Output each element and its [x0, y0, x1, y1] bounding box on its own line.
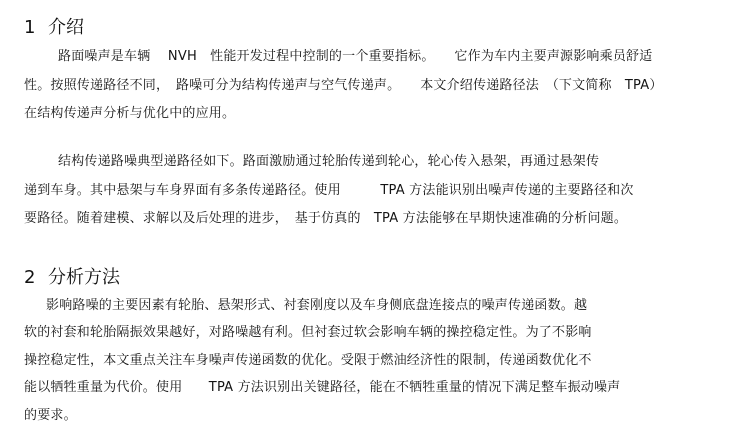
section-2-heading	[24, 267, 120, 289]
section-2-title: 分析方法	[48, 267, 120, 288]
section-1-number: 1	[24, 17, 36, 38]
section-1-para-2-line-3: 要路径。随着建模、求解以及后处理的进步， 基于仿真的 TPA 方法能够在早期快速准确的分析问题。	[24, 211, 628, 226]
section-2-number: 2	[24, 267, 36, 288]
section-1-para-2-line-1: 结构传递路噪典型递路径如下。路面激励通过轮胎传递到轮心，轮心传入悬架，再通过悬架传	[58, 154, 600, 169]
section-2-para-1-line-4: 能以牺牲重量为代价。使用 TPA 方法识别出关键路径，能在不牺牲重量的情况下满足整车振动噪声	[24, 380, 621, 395]
section-2-para-1-line-5: 的要求。	[24, 408, 77, 423]
section-2-para-1-line-2: 软的衬套和轮胎隔振效果越好，对路噪越有利。但衬套过软会影响车辆的操控稳定性。为了不影响	[24, 325, 592, 340]
section-1-title: 介绍	[48, 17, 84, 38]
section-1-para-2-line-2: 递到车身。其中悬架与车身界面有多条传递路径。使用 TPA 方法能识别出噪声传递的主要路径和次	[24, 183, 634, 198]
section-2-para-1-line-3: 操控稳定性，本文重点关注车身噪声传递函数的优化。受限于燃油经济性的限制，传递函数优化不	[24, 353, 592, 368]
section-1-para-1-line-3: 在结构传递声分析与优化中的应用。	[24, 106, 236, 121]
section-1-para-1-line-2: 性。按照传递路径不同， 路噪可分为结构传递声与空气传递声。 本文介绍传递路径法 （下文简称 TPA）	[24, 78, 663, 93]
section-2-para-1-line-1: 影响路噪的主要因素有轮胎、悬架形式、衬套刚度以及车身侧底盘连接点的噪声传递函数。越	[46, 298, 588, 313]
section-1-heading	[24, 17, 84, 39]
section-1-para-1-line-1: 路面噪声是车辆 NVH 性能开发过程中控制的一个重要指标。 它作为车内主要声源影响乘员舒适	[58, 49, 653, 64]
